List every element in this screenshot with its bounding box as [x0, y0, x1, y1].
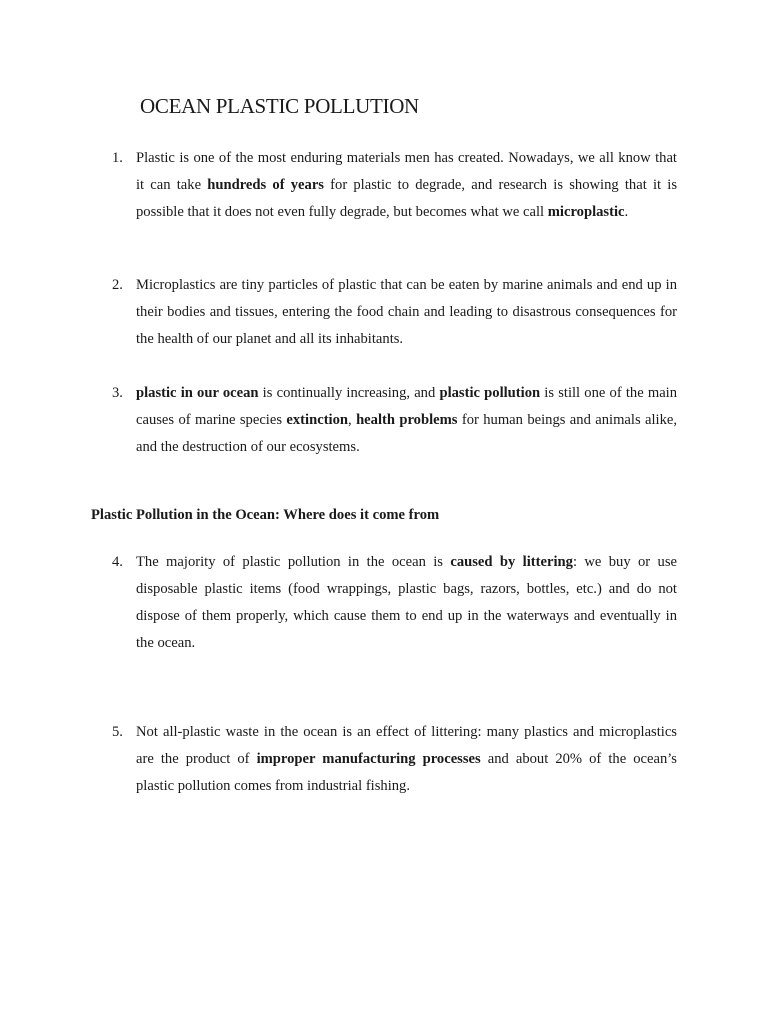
text-segment: for human beings and animals alike, and the destruction of our ecosystems. [136, 412, 678, 455]
bold-text-segment: health problems [356, 412, 458, 428]
list-item [112, 380, 677, 461]
text-segment: Not all-plastic waste in the ocean is an effect of littering: many plastics and microplastics are the product of [136, 724, 677, 767]
text-segment: and about 20% of the ocean’s plastic pollution comes from industrial fishing. [136, 751, 677, 794]
list-item-text [136, 272, 677, 353]
text-segment: is continually increasing, and [258, 385, 440, 401]
text-segment: is still one of the main causes of marine species [136, 385, 678, 428]
list-item-text [136, 719, 677, 800]
list-item-text [136, 380, 677, 461]
bold-text-segment: hundreds of years [207, 177, 324, 193]
list-item-text [136, 549, 677, 657]
text-segment: : we buy or use disposable plastic items (food wrappings, plastic bags, razors, bottles, etc.) and do not dispose of them properly, which cause them to end up in the waterways and eventually in the ocean. [136, 554, 677, 651]
bold-text-segment: improper manufacturing processes [256, 751, 481, 767]
list-item-number: 2. [112, 277, 123, 293]
list-item [112, 272, 677, 353]
section-heading: Plastic Pollution in the Ocean: Where does it come from [91, 507, 440, 523]
list-item-number: 5. [112, 724, 123, 740]
text-segment: Microplastics are tiny particles of plastic that can be eaten by marine animals and end up in their bodies and tissues, entering the food chain and leading to disastrous consequences for the health of our planet and all its inhabitants. [136, 277, 677, 347]
list-item-text [136, 145, 677, 226]
text-segment: The majority of plastic pollution in the ocean is [136, 554, 451, 570]
text-segment: for plastic to degrade, and research is showing that it is possible that it does not even fully degrade, but becomes what we call [136, 177, 677, 220]
list-item [112, 719, 677, 800]
bold-text-segment: caused by littering [450, 554, 573, 570]
document-title: OCEAN PLASTIC POLLUTION [140, 94, 419, 118]
bold-text-segment: microplastic [547, 204, 625, 220]
text-segment: Plastic is one of the most enduring materials men has created. Nowadays, we all know that it can take [136, 150, 677, 193]
list-item-number: 1. [112, 150, 123, 166]
bold-text-segment: extinction [286, 412, 349, 428]
bold-text-segment: plastic pollution [439, 385, 541, 401]
list-item [112, 549, 677, 657]
list-item-number: 4. [112, 554, 123, 570]
list-item-number: 3. [112, 385, 123, 401]
text-segment: . [624, 204, 629, 220]
bold-text-segment: plastic in our ocean [136, 385, 259, 401]
list-item [112, 145, 677, 226]
text-segment: , [348, 412, 357, 428]
